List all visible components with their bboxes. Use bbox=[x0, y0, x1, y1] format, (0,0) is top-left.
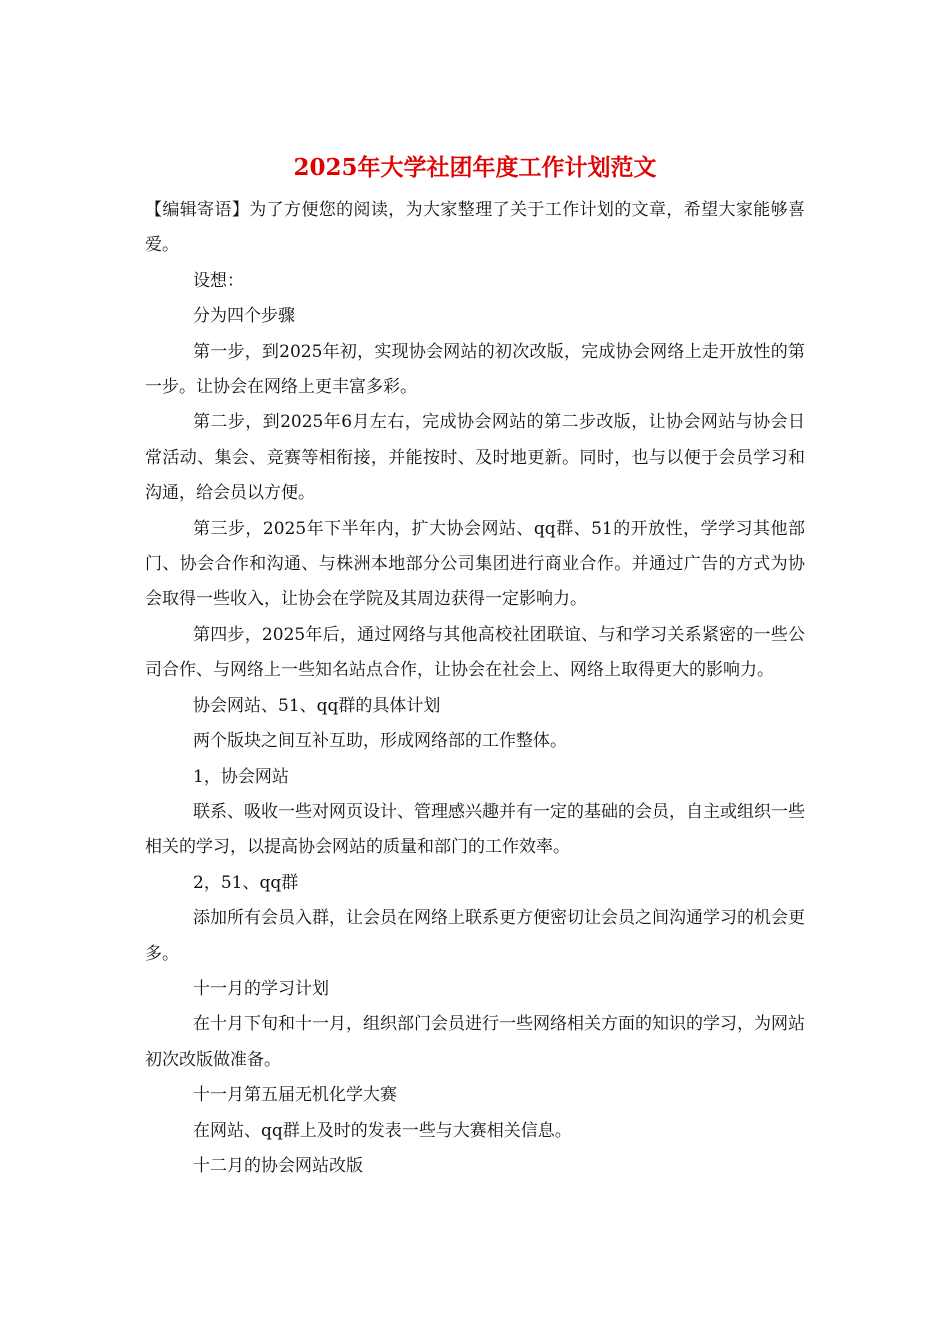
document-paragraph: 分为四个步骤 bbox=[193, 306, 295, 327]
document-paragraph: 添加所有会员入群，让会员在网络上联系更方便密切让会员之间沟通学习的机会更多。 bbox=[145, 908, 805, 964]
document-paragraph: 十二月的协会网站改版 bbox=[193, 1155, 363, 1176]
document-paragraph: 十一月的学习计划 bbox=[193, 978, 329, 999]
document-title: 2025年大学社团年度工作计划范文 bbox=[293, 154, 657, 181]
document-paragraph: 在网站、qq群上及时的发表一些与大赛相关信息。 bbox=[193, 1120, 572, 1141]
document-paragraph: 第二步，到2025年6月左右，完成协会网站的第二步改版，让协会网站与协会日常活动、集会、竞赛等相衔接，并能按时、及时地更新。同时，也与以便于会员学习和沟通，给会员以方便。 bbox=[145, 412, 805, 504]
document-paragraph: 第三步，2025年下半年内，扩大协会网站、qq群、51的开放性，学学习其他部门、协会合作和沟通、与株洲本地部分公司集团进行商业合作。并通过广告的方式为协会取得一些收入，让协会在学院及其周边获得一定影响力。 bbox=[145, 518, 805, 610]
document-paragraph: 在十月下旬和十一月，组织部门会员进行一些网络相关方面的知识的学习，为网站初次改版做准备。 bbox=[145, 1014, 805, 1070]
document-paragraph: 第四步，2025年后，通过网络与其他高校社团联谊、与和学习关系紧密的一些公司合作、与网络上一些知名站点合作，让协会在社会上、网络上取得更大的影响力。 bbox=[145, 624, 805, 681]
document-paragraph: 2，51、qq群 bbox=[193, 872, 299, 893]
document-paragraph: 设想： bbox=[193, 270, 244, 291]
document-paragraph: 联系、吸收一些对网页设计、管理感兴趣并有一定的基础的会员，自主或组织一些相关的学习，以提高协会网站的质量和部门的工作效率。 bbox=[145, 801, 805, 858]
document-paragraph: 十一月第五届无机化学大赛 bbox=[193, 1085, 397, 1106]
document-paragraph: 两个版块之间互补互助，形成网络部的工作整体。 bbox=[193, 731, 567, 752]
document-paragraph: 协会网站、51、qq群的具体计划 bbox=[193, 695, 441, 716]
document-paragraph: 1，协会网站 bbox=[193, 766, 289, 787]
document-body bbox=[145, 193, 805, 1184]
document-paragraph: 第一步，到2025年初，实现协会网站的初次改版，完成协会网络上走开放性的第一步。让协会在网络上更丰富多彩。 bbox=[145, 341, 805, 398]
document-paragraph: 【编辑寄语】为了方便您的阅读，为大家整理了关于工作计划的文章，希望大家能够喜爱。 bbox=[145, 200, 805, 256]
